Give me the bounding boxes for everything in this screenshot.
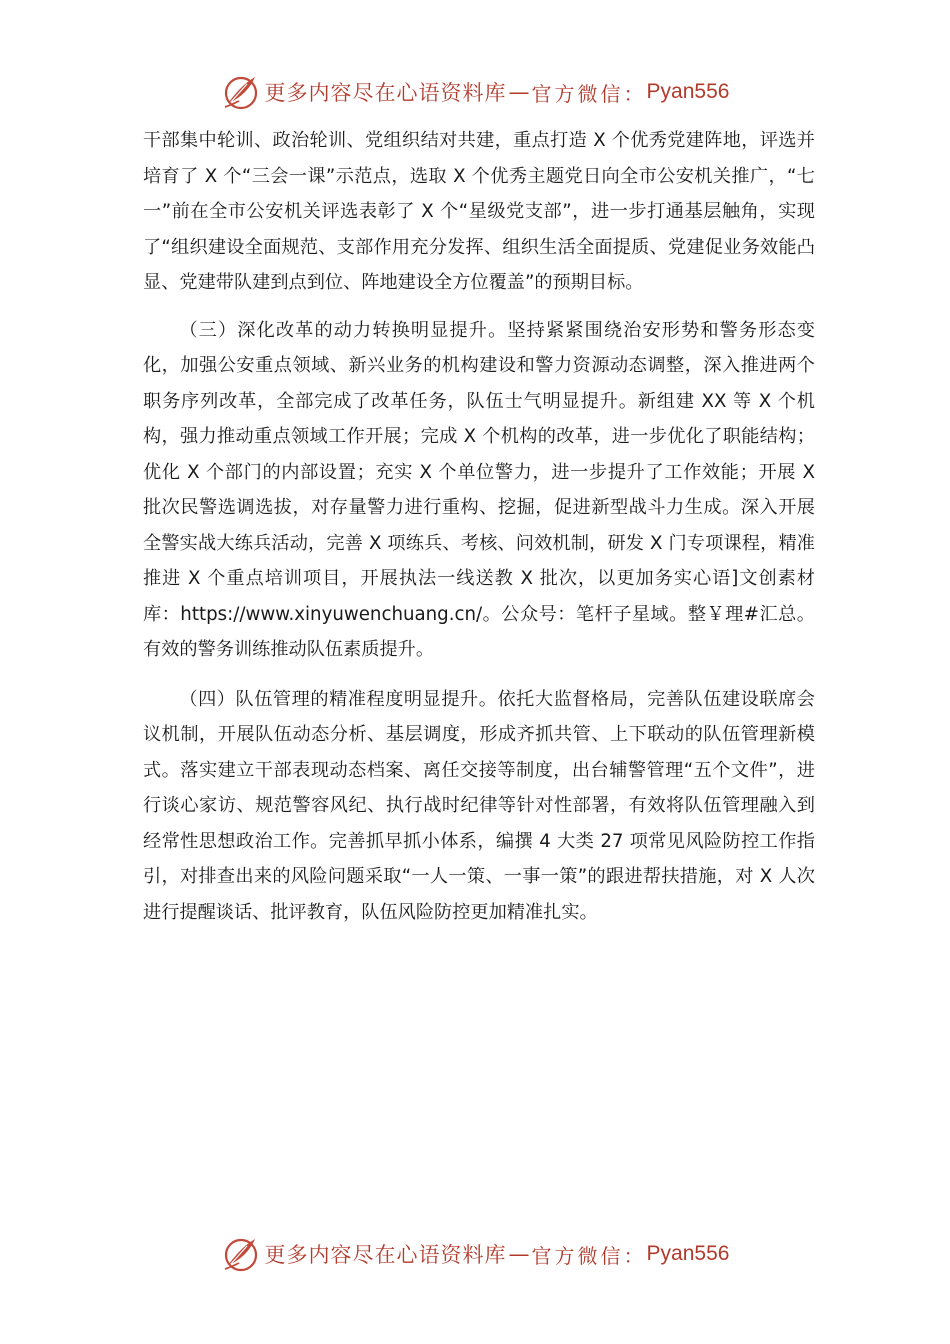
banner-dash: — [508, 80, 530, 104]
header-banner [0, 70, 950, 114]
paragraph-continued: 干部集中轮训、政治轮训、党组织结对共建，重点打造 X 个优秀党建阵地，评选并培育了 X 个“三会一课”示范点，选取 X 个优秀主题党日向全市公安机关推广，“七一”前在全市公安机关评选表彰了 X 个“星级党支部”，进一步打通基层触角，实现了“组织建设全面规范、支部作用充分发挥、组织生活全面提质、党建促业务效能凸显、党建带队建到点到位、阵地建设全方位覆盖”的预期目标。 [143, 130, 815, 293]
banner-wechat-label: 官方微信： [531, 1243, 647, 1268]
banner-slogan: 更多内容尽在心语资料库 [264, 1243, 507, 1267]
paragraph-team-management: （四）队伍管理的精准程度明显提升。依托大监督格局，完善队伍建设联席会议机制，开展队伍动态分析、基层调度，形成齐抓共管、上下联动的队伍管理新模式。落实建立干部表现动态档案、离任交接等制度，出台辅警管理“五个文件”，进行谈心家访、规范警容风纪、执行战时纪律等针对性部署，有效将队伍管理融入到经常性思想政治工作。完善抓早抓小体系，编撰 4 大类 27 项常见风险防控工作指引，对排查出来的风险问题采取“一人一策、一事一策”的跟进帮扶措施，对 X 人次进行提醒谈话、批评教育，队伍风险防控更加精准扎实。 [143, 688, 815, 923]
banner-account: Pyan556 [646, 1242, 730, 1265]
quill-logo-icon [221, 1234, 261, 1274]
footer-banner [0, 1232, 950, 1276]
banner-slogan: 更多内容尽在心语资料库 [264, 81, 507, 105]
document-body [143, 123, 815, 930]
banner-wechat-label: 官方微信： [531, 81, 647, 106]
banner-account: Pyan556 [646, 80, 730, 103]
banner-dash: — [508, 1242, 530, 1266]
paragraph-reform: （三）深化改革的动力转换明显提升。坚持紧紧围绕治安形势和警务形态变化，加强公安重点领域、新兴业务的机构建设和警力资源动态调整，深入推进两个职务序列改革，全部完成了改革任务，队伍士气明显提升。新组建 XX 等 X 个机构，强力推动重点领域工作开展；完成 X 个机构的改革，进一步优化了职能结构；优化 X 个部门的内部设置；充实 X 个单位警力，进一步提升了工作效能；开展 X 批次民警选调选拔，对存量警力进行重构、挖掘，促进新型战斗力生成。深入开展全警实战大练兵活动，完善 X 项练兵、考核、问效机制，研发 X 门专项课程，精准推进 X 个重点培训项目，开展执法一线送教 X 批次，以更加务实心语]文创素材库：https://www.xinyuwenchuang.cn/。公众号：笔杆子星域。整￥理#汇总。有效的警务训练推动队伍素质提升。 [143, 319, 815, 660]
quill-logo-icon [221, 72, 261, 112]
